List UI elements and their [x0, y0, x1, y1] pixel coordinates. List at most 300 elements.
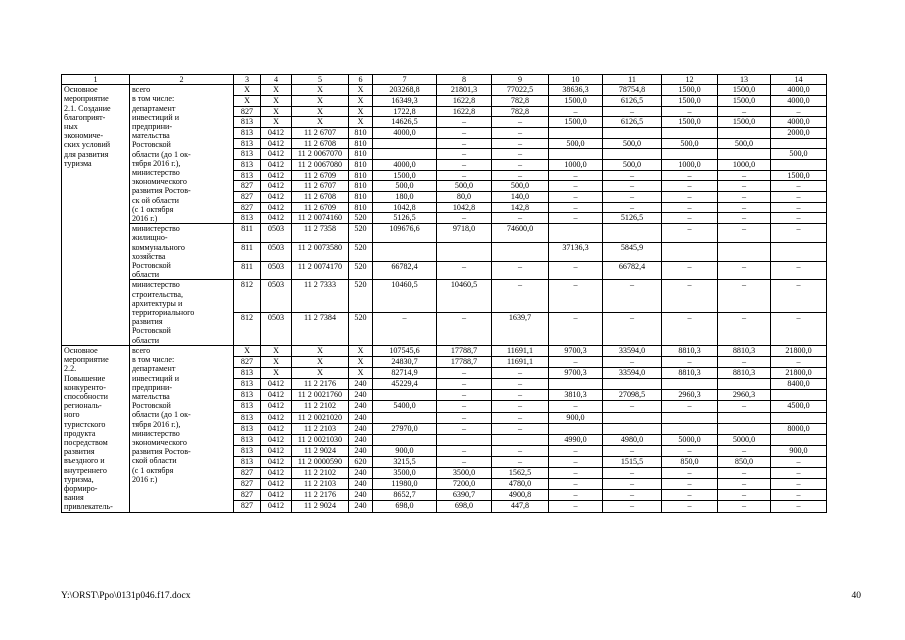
code-cell: Х — [349, 95, 373, 106]
code-cell: 810 — [349, 170, 373, 181]
value-cell: – — [718, 468, 771, 479]
value-cell: – — [603, 106, 662, 117]
code-cell: 11 2 0021030 — [292, 434, 349, 445]
value-cell: 7200,0 — [437, 479, 492, 490]
value-cell: 82714,9 — [373, 368, 437, 379]
value-cell: – — [718, 202, 771, 213]
code-cell: 811 — [234, 224, 261, 243]
column-header: 10 — [549, 75, 603, 85]
value-cell: 66782,4 — [603, 261, 662, 280]
value-cell: – — [771, 280, 827, 313]
value-cell: 8810,3 — [718, 368, 771, 379]
value-cell: 1500,0 — [549, 95, 603, 106]
value-cell: – — [437, 423, 492, 434]
code-cell: 520 — [349, 261, 373, 280]
code-cell: 0412 — [261, 202, 292, 213]
value-cell: – — [437, 160, 492, 171]
code-cell: Х — [349, 357, 373, 368]
value-cell: 1000,0 — [718, 160, 771, 171]
value-cell: – — [718, 445, 771, 456]
code-cell: Х — [349, 117, 373, 128]
value-cell: – — [662, 224, 718, 243]
value-cell: – — [437, 368, 492, 379]
value-cell: 4000,0 — [771, 95, 827, 106]
value-cell: – — [718, 261, 771, 280]
code-cell: 810 — [349, 149, 373, 160]
value-cell: 21800,0 — [771, 345, 827, 356]
value-cell: – — [603, 170, 662, 181]
value-cell: 27098,5 — [603, 390, 662, 401]
code-cell: 520 — [349, 224, 373, 243]
code-cell: 11 2 0021760 — [292, 390, 349, 401]
value-cell: 5126,5 — [373, 213, 437, 224]
code-cell: 240 — [349, 501, 373, 512]
value-cell: 180,0 — [373, 192, 437, 203]
code-cell: Х — [292, 117, 349, 128]
value-cell: 9700,3 — [549, 345, 603, 356]
code-cell: 811 — [234, 261, 261, 280]
value-cell: 4000,0 — [771, 85, 827, 96]
executor-cell: министерство жилищно- коммунального хозяйства Ростовской области — [130, 224, 234, 280]
value-cell: 1042,8 — [437, 202, 492, 213]
value-cell: – — [492, 390, 549, 401]
value-cell: – — [437, 213, 492, 224]
value-cell — [662, 242, 718, 261]
value-cell: 2960,3 — [662, 390, 718, 401]
code-cell: 813 — [234, 213, 261, 224]
value-cell: – — [603, 468, 662, 479]
value-cell: – — [437, 261, 492, 280]
code-cell: Х — [261, 117, 292, 128]
value-cell: 8400,0 — [771, 379, 827, 390]
code-cell: 827 — [234, 192, 261, 203]
value-cell: – — [437, 127, 492, 138]
value-cell: 1622,8 — [437, 106, 492, 117]
code-cell: 520 — [349, 280, 373, 313]
value-cell: 1562,5 — [492, 468, 549, 479]
value-cell: 80,0 — [437, 192, 492, 203]
value-cell: – — [718, 170, 771, 181]
value-cell: 1500,0 — [718, 85, 771, 96]
code-cell: 0412 — [261, 213, 292, 224]
value-cell: 10460,5 — [437, 280, 492, 313]
value-cell: 78754,8 — [603, 85, 662, 96]
code-cell: 827 — [234, 202, 261, 213]
code-cell: 240 — [349, 490, 373, 501]
value-cell — [771, 412, 827, 423]
code-cell: 11 2 0021020 — [292, 412, 349, 423]
value-cell: 6126,5 — [603, 95, 662, 106]
code-cell: 11 2 7358 — [292, 224, 349, 243]
value-cell: – — [603, 313, 662, 346]
column-header: 5 — [292, 75, 349, 85]
value-cell: – — [549, 501, 603, 512]
value-cell: – — [718, 213, 771, 224]
code-cell: 0412 — [261, 379, 292, 390]
value-cell: 500,0 — [492, 181, 549, 192]
value-cell: – — [771, 501, 827, 512]
code-cell: Х — [234, 345, 261, 356]
code-cell: Х — [234, 85, 261, 96]
value-cell: 500,0 — [437, 181, 492, 192]
column-header: 1 — [62, 75, 130, 85]
executor-cell: всего в том числе: департамент инвестиций и предприни- мательства Ростовской области (до 1 ок- тября 2016 г.), министерство экономического развития Ростов- ск ой области (с 1 октября 2016 г.) — [130, 85, 234, 224]
value-cell: 1622,8 — [437, 95, 492, 106]
value-cell: 4900,8 — [492, 490, 549, 501]
code-cell: 11 2 6709 — [292, 202, 349, 213]
value-cell: – — [718, 224, 771, 243]
code-cell: Х — [292, 345, 349, 356]
value-cell: 500,0 — [549, 138, 603, 149]
code-cell: 827 — [234, 490, 261, 501]
value-cell — [771, 242, 827, 261]
value-cell: 500,0 — [718, 138, 771, 149]
header-row — [62, 75, 827, 85]
code-cell: 0412 — [261, 192, 292, 203]
code-cell: 0412 — [261, 468, 292, 479]
value-cell: 447,8 — [492, 501, 549, 512]
value-cell: – — [662, 280, 718, 313]
value-cell: 1515,5 — [603, 456, 662, 467]
value-cell: 17788,7 — [437, 345, 492, 356]
value-cell: – — [437, 117, 492, 128]
value-cell: – — [603, 401, 662, 412]
value-cell: – — [771, 261, 827, 280]
code-cell: 0412 — [261, 423, 292, 434]
value-cell — [771, 160, 827, 171]
value-cell — [662, 423, 718, 434]
value-cell: – — [437, 149, 492, 160]
code-cell: Х — [292, 368, 349, 379]
value-cell: 850,0 — [718, 456, 771, 467]
code-cell: 11 2 7333 — [292, 280, 349, 313]
executor-cell: всего в том числе: департамент инвестиций и предприни- мательства Ростовской области (до 1 ок- тября 2016 г.), министерство экономического развития Ростов- ской области (с 1 октября 2016 г.) — [130, 345, 234, 512]
code-cell: 11 2 2103 — [292, 479, 349, 490]
value-cell: – — [603, 357, 662, 368]
table-row — [62, 280, 827, 313]
value-cell: 2960,3 — [718, 390, 771, 401]
code-cell: 827 — [234, 106, 261, 117]
value-cell — [603, 224, 662, 243]
value-cell: – — [549, 261, 603, 280]
value-cell: – — [718, 181, 771, 192]
value-cell: – — [492, 127, 549, 138]
code-cell: 11 2 2102 — [292, 401, 349, 412]
code-cell: 813 — [234, 368, 261, 379]
page-number: 40 — [851, 591, 861, 601]
value-cell: – — [603, 280, 662, 313]
value-cell: – — [437, 401, 492, 412]
value-cell: – — [771, 456, 827, 467]
code-cell: 0412 — [261, 456, 292, 467]
column-header: 2 — [130, 75, 234, 85]
code-cell: 813 — [234, 379, 261, 390]
budget-table — [61, 74, 827, 513]
code-cell: 520 — [349, 313, 373, 346]
code-cell: 0412 — [261, 412, 292, 423]
code-cell: 11 2 0074170 — [292, 261, 349, 280]
value-cell: – — [718, 313, 771, 346]
value-cell: – — [437, 313, 492, 346]
code-cell: Х — [292, 357, 349, 368]
value-cell: – — [771, 313, 827, 346]
value-cell: 33594,0 — [603, 345, 662, 356]
code-cell: Х — [234, 95, 261, 106]
value-cell: – — [662, 490, 718, 501]
value-cell: 900,0 — [373, 445, 437, 456]
value-cell: – — [662, 213, 718, 224]
value-cell: – — [662, 401, 718, 412]
value-cell — [771, 390, 827, 401]
value-cell: 8810,3 — [662, 345, 718, 356]
value-cell — [718, 149, 771, 160]
value-cell: – — [771, 357, 827, 368]
value-cell: 900,0 — [771, 445, 827, 456]
value-cell: 11980,0 — [373, 479, 437, 490]
value-cell: – — [603, 445, 662, 456]
value-cell: 8000,0 — [771, 423, 827, 434]
value-cell: 3500,0 — [373, 468, 437, 479]
value-cell: – — [718, 490, 771, 501]
column-header: 4 — [261, 75, 292, 85]
value-cell — [437, 434, 492, 445]
value-cell — [771, 138, 827, 149]
value-cell: – — [718, 192, 771, 203]
value-cell: 4000,0 — [373, 160, 437, 171]
code-cell: 240 — [349, 379, 373, 390]
value-cell — [603, 149, 662, 160]
value-cell: 698,0 — [437, 501, 492, 512]
column-header: 6 — [349, 75, 373, 85]
value-cell: 27970,0 — [373, 423, 437, 434]
column-header: 13 — [718, 75, 771, 85]
value-cell — [373, 242, 437, 261]
value-cell: 21800,0 — [771, 368, 827, 379]
value-cell: – — [662, 181, 718, 192]
code-cell: 11 2 2176 — [292, 490, 349, 501]
value-cell: 45229,4 — [373, 379, 437, 390]
value-cell — [373, 412, 437, 423]
value-cell: – — [492, 423, 549, 434]
code-cell: 0412 — [261, 181, 292, 192]
value-cell: 21801,3 — [437, 85, 492, 96]
value-cell — [603, 379, 662, 390]
code-cell: Х — [349, 368, 373, 379]
code-cell: 813 — [234, 138, 261, 149]
value-cell: – — [603, 192, 662, 203]
code-cell: 813 — [234, 160, 261, 171]
value-cell: – — [603, 490, 662, 501]
value-cell: 1500,0 — [549, 117, 603, 128]
value-cell — [492, 242, 549, 261]
code-cell: 0503 — [261, 224, 292, 243]
code-cell: 0503 — [261, 261, 292, 280]
code-cell: 813 — [234, 149, 261, 160]
code-cell: 240 — [349, 479, 373, 490]
value-cell: 9700,3 — [549, 368, 603, 379]
value-cell: 4980,0 — [603, 434, 662, 445]
file-path: Y:\ORST\Ppo\0131p046.f17.docx — [61, 591, 191, 601]
value-cell: – — [492, 412, 549, 423]
value-cell: – — [662, 501, 718, 512]
value-cell: 8810,3 — [662, 368, 718, 379]
code-cell: Х — [261, 357, 292, 368]
value-cell: – — [662, 445, 718, 456]
code-cell: Х — [349, 85, 373, 96]
code-cell: 0412 — [261, 170, 292, 181]
value-cell: 8652,7 — [373, 490, 437, 501]
value-cell: – — [549, 456, 603, 467]
code-cell: 11 2 6708 — [292, 138, 349, 149]
code-cell: 812 — [234, 313, 261, 346]
value-cell: 3215,5 — [373, 456, 437, 467]
value-cell: – — [437, 445, 492, 456]
code-cell: 240 — [349, 401, 373, 412]
value-cell — [771, 434, 827, 445]
code-cell: 813 — [234, 117, 261, 128]
value-cell: – — [373, 313, 437, 346]
value-cell: – — [549, 192, 603, 203]
value-cell: 1500,0 — [718, 117, 771, 128]
value-cell — [437, 242, 492, 261]
code-cell: 813 — [234, 434, 261, 445]
value-cell: – — [492, 379, 549, 390]
value-cell: 4990,0 — [549, 434, 603, 445]
code-cell: Х — [261, 106, 292, 117]
value-cell: 109676,6 — [373, 224, 437, 243]
value-cell: – — [492, 280, 549, 313]
value-cell: 33594,0 — [603, 368, 662, 379]
event-name-cell: Основное мероприятие 2.1. Создание благоприят- ных экономиче- ских условий для развития туризма — [62, 85, 130, 346]
column-header: 11 — [603, 75, 662, 85]
value-cell: – — [771, 490, 827, 501]
value-cell: – — [662, 468, 718, 479]
column-header: 3 — [234, 75, 261, 85]
value-cell: – — [437, 379, 492, 390]
code-cell: 11 2 6707 — [292, 181, 349, 192]
value-cell: – — [549, 445, 603, 456]
code-cell: 11 2 0000590 — [292, 456, 349, 467]
value-cell: – — [492, 456, 549, 467]
value-cell: – — [492, 445, 549, 456]
value-cell: – — [549, 357, 603, 368]
value-cell: 38636,3 — [549, 85, 603, 96]
value-cell: – — [549, 181, 603, 192]
value-cell: 11691,1 — [492, 345, 549, 356]
value-cell: – — [437, 170, 492, 181]
code-cell: 810 — [349, 192, 373, 203]
value-cell: 37136,3 — [549, 242, 603, 261]
value-cell: – — [603, 202, 662, 213]
value-cell: 140,0 — [492, 192, 549, 203]
value-cell: – — [771, 181, 827, 192]
value-cell: 5400,0 — [373, 401, 437, 412]
code-cell: 827 — [234, 468, 261, 479]
value-cell: – — [662, 192, 718, 203]
value-cell: 4000,0 — [771, 117, 827, 128]
value-cell: – — [492, 261, 549, 280]
value-cell: 500,0 — [662, 138, 718, 149]
table-row — [62, 85, 827, 96]
column-header: 14 — [771, 75, 827, 85]
code-cell: 813 — [234, 412, 261, 423]
value-cell: 900,0 — [549, 412, 603, 423]
value-cell: – — [662, 479, 718, 490]
code-cell: Х — [261, 345, 292, 356]
value-cell: – — [492, 170, 549, 181]
value-cell — [549, 127, 603, 138]
code-cell: 240 — [349, 423, 373, 434]
column-header: 12 — [662, 75, 718, 85]
code-cell: 810 — [349, 160, 373, 171]
value-cell: – — [718, 357, 771, 368]
code-cell: Х — [261, 95, 292, 106]
code-cell: 520 — [349, 242, 373, 261]
value-cell — [603, 412, 662, 423]
value-cell: – — [662, 313, 718, 346]
value-cell: 1500,0 — [373, 170, 437, 181]
column-header: 7 — [373, 75, 437, 85]
value-cell: 500,0 — [373, 181, 437, 192]
code-cell: 812 — [234, 280, 261, 313]
value-cell: 500,0 — [603, 160, 662, 171]
value-cell: – — [437, 390, 492, 401]
value-cell — [373, 138, 437, 149]
value-cell: – — [549, 280, 603, 313]
value-cell — [662, 149, 718, 160]
value-cell — [718, 412, 771, 423]
code-cell: 810 — [349, 138, 373, 149]
value-cell: 5845,9 — [603, 242, 662, 261]
code-cell: 813 — [234, 423, 261, 434]
value-cell: 6126,5 — [603, 117, 662, 128]
value-cell: – — [549, 468, 603, 479]
value-cell: – — [662, 357, 718, 368]
code-cell: 0412 — [261, 149, 292, 160]
code-cell: 0412 — [261, 401, 292, 412]
value-cell: 14626,5 — [373, 117, 437, 128]
table-row — [62, 224, 827, 243]
value-cell: – — [437, 412, 492, 423]
value-cell: – — [492, 160, 549, 171]
code-cell: 810 — [349, 202, 373, 213]
value-cell: 24830,7 — [373, 357, 437, 368]
value-cell: 74600,0 — [492, 224, 549, 243]
value-cell: – — [771, 192, 827, 203]
value-cell: 4000,0 — [373, 127, 437, 138]
value-cell: 1000,0 — [549, 160, 603, 171]
code-cell: 11 2 2176 — [292, 379, 349, 390]
value-cell: 5000,0 — [662, 434, 718, 445]
value-cell — [662, 127, 718, 138]
code-cell: 813 — [234, 127, 261, 138]
value-cell: – — [771, 213, 827, 224]
code-cell: 11 2 7384 — [292, 313, 349, 346]
value-cell — [718, 379, 771, 390]
value-cell: 142,8 — [492, 202, 549, 213]
value-cell: – — [718, 479, 771, 490]
value-cell: 1500,0 — [771, 170, 827, 181]
value-cell — [718, 127, 771, 138]
code-cell: Х — [261, 85, 292, 96]
value-cell — [662, 412, 718, 423]
code-cell: 827 — [234, 357, 261, 368]
value-cell: 203268,8 — [373, 85, 437, 96]
code-cell: 240 — [349, 390, 373, 401]
code-cell: 520 — [349, 213, 373, 224]
column-header: 9 — [492, 75, 549, 85]
value-cell: 5126,5 — [603, 213, 662, 224]
